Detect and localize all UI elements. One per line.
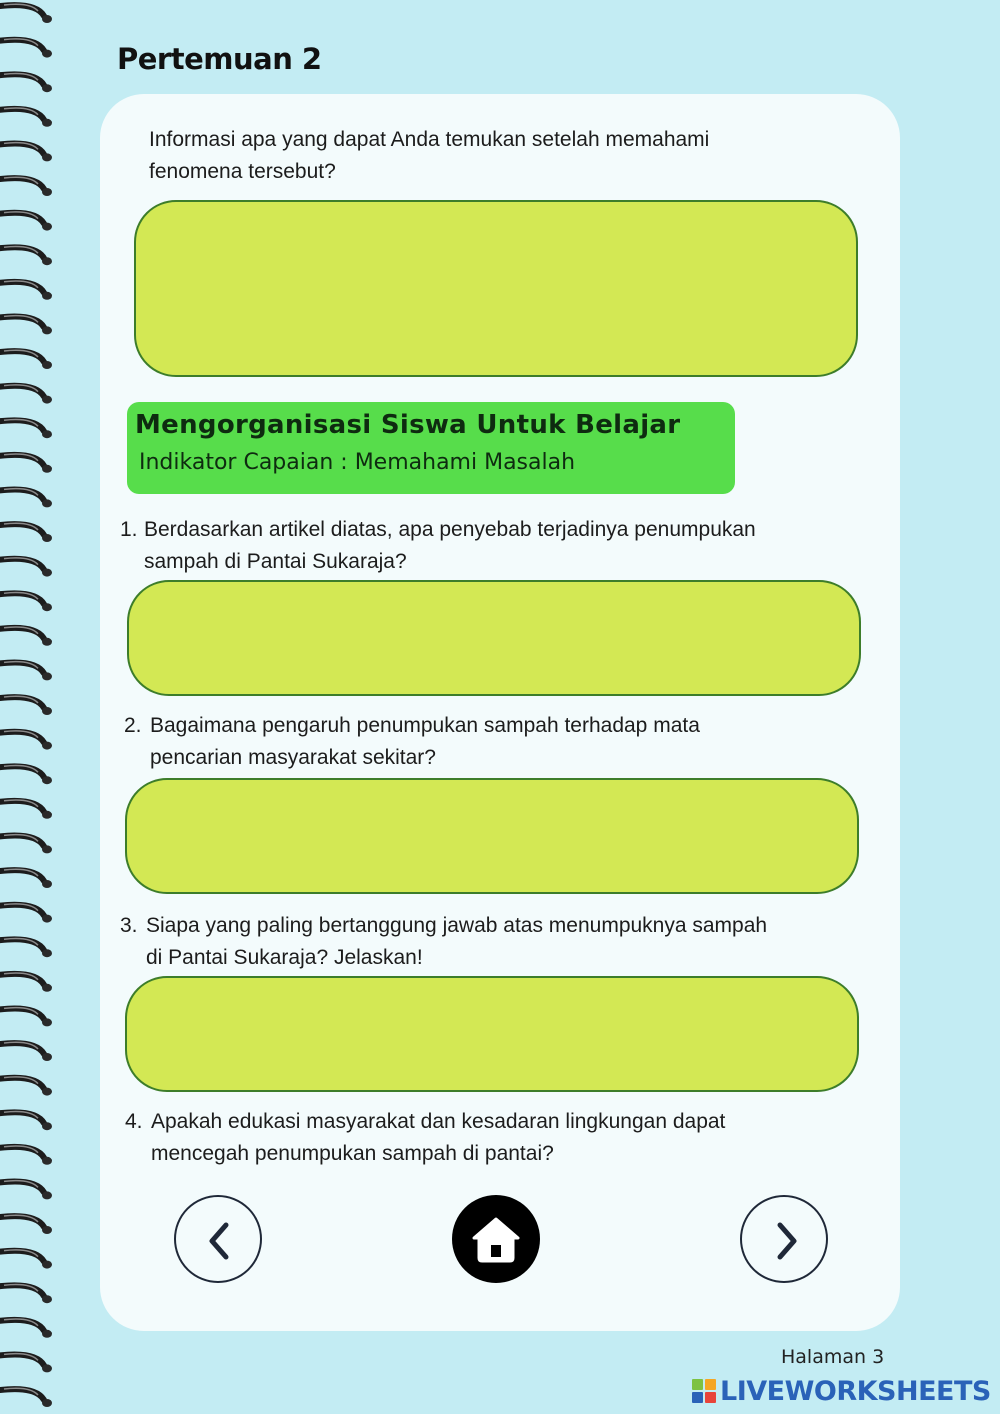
question-1-text: [144, 514, 756, 578]
chevron-left-icon: [176, 1197, 264, 1285]
home-icon: [452, 1195, 540, 1283]
spiral-ring: [0, 1319, 52, 1338]
question-4-line1: Apakah edukasi masyarakat dan kesadaran lingkungan dapat: [151, 1110, 726, 1133]
spiral-ring: [0, 1042, 52, 1061]
question-3-line2: di Pantai Sukaraja? Jelaskan!: [146, 946, 423, 969]
liveworksheets-logo-icon: [692, 1379, 716, 1403]
question-2-number: 2.: [124, 714, 142, 737]
spiral-ring: [0, 1250, 52, 1269]
question-2-answer-field[interactable]: [125, 778, 859, 894]
spiral-ring: [0, 627, 52, 646]
spiral-ring: [0, 765, 52, 784]
spiral-ring: [0, 73, 52, 92]
question-1-line1: Berdasarkan artikel diatas, apa penyebab terjadinya penumpukan: [144, 518, 756, 541]
spiral-ring: [0, 350, 52, 369]
intro-prompt-line1: Informasi apa yang dapat Anda temukan setelah memahami: [149, 128, 710, 151]
question-4-line2: mencegah penumpukan sampah di pantai?: [151, 1142, 554, 1165]
intro-prompt: [149, 124, 709, 188]
spiral-ring: [0, 489, 52, 508]
liveworksheets-brand[interactable]: [692, 1373, 991, 1409]
intro-answer-field[interactable]: [134, 200, 858, 377]
question-1-answer-field[interactable]: [127, 580, 861, 696]
spiral-ring: [0, 39, 52, 58]
question-3-line1: Siapa yang paling bertanggung jawab atas menumpuknya sampah: [146, 914, 768, 937]
previous-page-button[interactable]: [174, 1195, 262, 1283]
spiral-ring: [0, 835, 52, 854]
spiral-ring: [0, 246, 52, 265]
home-button[interactable]: [452, 1195, 540, 1283]
spiral-ring: [0, 1181, 52, 1200]
spiral-ring: [0, 592, 52, 611]
question-4-number: 4.: [125, 1110, 143, 1133]
spiral-ring: [0, 662, 52, 681]
spiral-ring: [0, 1354, 52, 1373]
spiral-ring: [0, 800, 52, 819]
question-1-number: 1.: [120, 518, 138, 541]
spiral-ring: [0, 1146, 52, 1165]
spiral-ring: [0, 973, 52, 992]
spiral-ring: [0, 938, 52, 957]
section-subtitle: Indikator Capaian : Memahami Masalah: [139, 450, 576, 475]
question-2-text: [150, 710, 700, 774]
question-3-number: 3.: [120, 914, 138, 937]
spiral-binding: [0, 0, 60, 1414]
spiral-ring: [0, 108, 52, 127]
spiral-ring: [0, 696, 52, 715]
spiral-ring: [0, 869, 52, 888]
question-2-line1: Bagaimana pengaruh penumpukan sampah terhadap mata: [150, 714, 700, 737]
spiral-ring: [0, 1215, 52, 1234]
spiral-ring: [0, 1008, 52, 1027]
page-number: Halaman 3: [781, 1346, 885, 1368]
chevron-right-icon: [742, 1197, 830, 1285]
question-2-line2: pencarian masyarakat sekitar?: [150, 746, 436, 769]
intro-prompt-line2: fenomena tersebut?: [149, 160, 336, 183]
spiral-ring: [0, 177, 52, 196]
question-4-text: [151, 1106, 725, 1170]
spiral-ring: [0, 316, 52, 335]
brand-name: LIVEWORKSHEETS: [720, 1375, 991, 1407]
spiral-ring: [0, 419, 52, 438]
spiral-ring: [0, 4, 52, 23]
spiral-ring: [0, 523, 52, 542]
spiral-ring: [0, 1111, 52, 1130]
spiral-ring: [0, 1388, 52, 1407]
question-1-line2: sampah di Pantai Sukaraja?: [144, 550, 407, 573]
section-banner: [127, 402, 735, 494]
spiral-ring: [0, 904, 52, 923]
spiral-ring: [0, 281, 52, 300]
section-title: Mengorganisasi Siswa Untuk Belajar: [135, 410, 681, 440]
spiral-ring: [0, 212, 52, 231]
question-3-answer-field[interactable]: [125, 976, 859, 1092]
spiral-ring: [0, 385, 52, 404]
spiral-ring: [0, 1077, 52, 1096]
spiral-ring: [0, 731, 52, 750]
spiral-ring: [0, 558, 52, 577]
spiral-ring: [0, 143, 52, 162]
question-3-text: [146, 910, 767, 974]
spiral-ring: [0, 1284, 52, 1303]
next-page-button[interactable]: [740, 1195, 828, 1283]
spiral-ring: [0, 454, 52, 473]
page-title: Pertemuan 2: [117, 42, 322, 76]
